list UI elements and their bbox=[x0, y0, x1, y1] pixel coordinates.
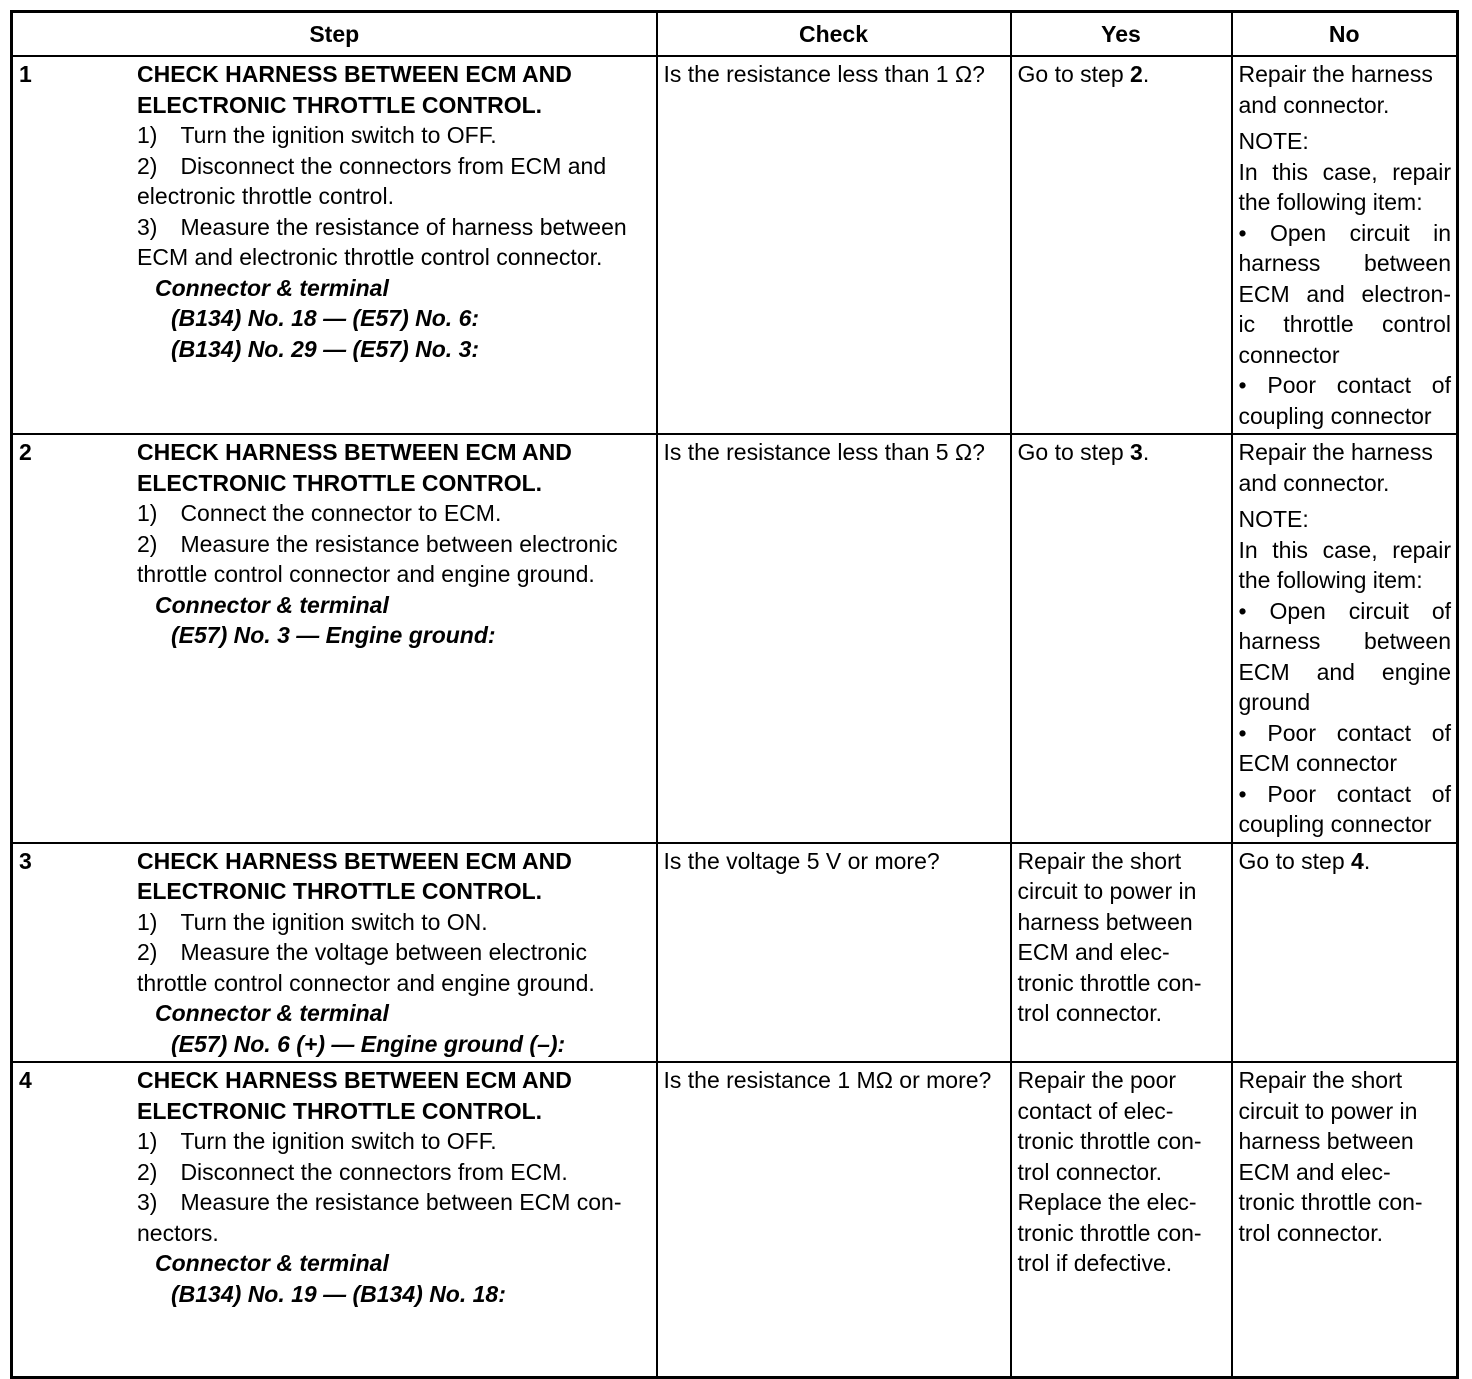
instruction: 3) Measure the resistance between ECM con- nectors. bbox=[137, 1189, 622, 1246]
header-yes: Yes bbox=[1011, 12, 1232, 57]
step-title: CHECK HARNESS BETWEEN ECM AND bbox=[137, 61, 572, 87]
yes-cell: Repair the poor contact of elec- tronic throttle con- trol connector. Replace the elec- tronic throttle con- trol if defective. bbox=[1011, 1062, 1232, 1377]
check-cell: Is the resistance less than 1 Ω? bbox=[657, 56, 1011, 434]
header-check: Check bbox=[657, 12, 1011, 57]
table-row bbox=[12, 1062, 1458, 1377]
step-title: ELECTRONIC THROTTLE CONTROL. bbox=[137, 469, 543, 496]
check-cell: Is the voltage 5 V or more? bbox=[657, 843, 1011, 1063]
instruction: 2) Measure the resistance between electronic throttle control connector and engine ground. bbox=[137, 530, 618, 587]
yes-suffix: . bbox=[1142, 439, 1150, 465]
instruction: 2) Measure the voltage between electronic throttle control connector and engine ground. bbox=[137, 939, 595, 996]
step-number: 4 bbox=[19, 1067, 32, 1093]
connector-value: (B134) No. 29 — (E57) No. 3: bbox=[171, 335, 480, 362]
no-cell bbox=[1232, 56, 1458, 434]
step-title: CHECK HARNESS BETWEEN ECM AND bbox=[137, 1067, 572, 1093]
yes-step-number: 2 bbox=[1130, 61, 1143, 87]
yes-cell bbox=[1011, 56, 1232, 434]
table-row bbox=[12, 56, 1458, 434]
note-item: • Poor contact of ECM connector bbox=[1238, 719, 1451, 776]
note-heading: NOTE: bbox=[1238, 128, 1309, 154]
check-cell: Is the resistance 1 MΩ or more? bbox=[657, 1062, 1011, 1377]
yes-cell: Repair the short circuit to power in harness between ECM and elec- tronic throttle con- trol connector. bbox=[1011, 843, 1232, 1063]
instruction: 3) Measure the resistance of harness between ECM and electronic throttle control connector. bbox=[137, 213, 627, 270]
check-cell: Is the resistance less than 5 Ω? bbox=[657, 434, 1011, 843]
note-heading: NOTE: bbox=[1238, 506, 1309, 532]
note-item: • Poor contact of coupling connector bbox=[1238, 372, 1451, 429]
connector-label: Connector & terminal bbox=[155, 1000, 389, 1026]
step-title: CHECK HARNESS BETWEEN ECM AND bbox=[137, 439, 572, 465]
no-intro: Repair the harness and connector. bbox=[1238, 61, 1433, 118]
yes-step-number: 3 bbox=[1130, 439, 1143, 465]
yes-text: Go to step bbox=[1017, 439, 1131, 465]
connector-label: Connector & terminal bbox=[155, 274, 389, 301]
yes-suffix: . bbox=[1142, 61, 1150, 87]
connector-label: Connector & terminal bbox=[155, 1250, 389, 1276]
step-title: CHECK HARNESS BETWEEN ECM AND bbox=[137, 847, 572, 874]
instruction: 2) Disconnect the connectors from ECM. bbox=[137, 1158, 568, 1185]
note-body: In this case, repair the following item: bbox=[1238, 536, 1451, 593]
yes-cell bbox=[1011, 434, 1232, 843]
no-cell bbox=[1232, 434, 1458, 843]
step-cell bbox=[12, 434, 657, 843]
yes-text: Go to step bbox=[1017, 61, 1131, 87]
no-intro: Repair the harness and connector. bbox=[1238, 439, 1433, 496]
instruction: 1) Turn the ignition switch to OFF. bbox=[137, 1128, 497, 1154]
instruction: 1) Turn the ignition switch to OFF. bbox=[137, 122, 497, 148]
note-item: • Open circuit of harness between ECM and engine ground bbox=[1238, 597, 1451, 715]
note-item: • Poor contact of coupling connector bbox=[1238, 780, 1451, 837]
step-title: ELECTRONIC THROTTLE CONTROL. bbox=[137, 878, 543, 904]
connector-value: (E57) No. 3 — Engine ground: bbox=[171, 622, 496, 648]
table-row bbox=[12, 843, 1458, 1063]
connector-label: Connector & terminal bbox=[155, 591, 389, 618]
instruction: 2) Disconnect the connectors from ECM and electronic throttle control. bbox=[137, 152, 607, 209]
table-row bbox=[12, 434, 1458, 843]
header-row bbox=[12, 12, 1458, 57]
connector-value: (B134) No. 19 — (B134) No. 18: bbox=[171, 1280, 506, 1307]
step-number: 2 bbox=[19, 439, 32, 465]
step-cell bbox=[12, 56, 657, 434]
no-cell bbox=[1232, 843, 1458, 1063]
step-number: 3 bbox=[19, 847, 32, 874]
diagnostic-table bbox=[10, 10, 1459, 1379]
no-step-number: 4 bbox=[1351, 847, 1364, 874]
no-suffix: . bbox=[1363, 847, 1371, 874]
no-text: Go to step bbox=[1238, 847, 1352, 874]
note-body: In this case, repair the following item: bbox=[1238, 158, 1451, 215]
step-cell bbox=[12, 1062, 657, 1377]
step-number: 1 bbox=[19, 61, 32, 87]
step-cell bbox=[12, 843, 657, 1063]
header-step: Step bbox=[12, 12, 657, 57]
instruction: 1) Turn the ignition switch to ON. bbox=[137, 908, 488, 935]
no-cell: Repair the short circuit to power in harness between ECM and elec- tronic throttle con- trol connector. bbox=[1232, 1062, 1458, 1377]
note-item: • Open circuit in harness between ECM and electron- ic throttle control connector bbox=[1238, 219, 1451, 368]
connector-value: (B134) No. 18 — (E57) No. 6: bbox=[171, 305, 480, 331]
instruction: 1) Connect the connector to ECM. bbox=[137, 500, 502, 526]
header-no: No bbox=[1232, 12, 1458, 57]
step-title: ELECTRONIC THROTTLE CONTROL. bbox=[137, 91, 543, 118]
step-title: ELECTRONIC THROTTLE CONTROL. bbox=[137, 1097, 543, 1124]
connector-value: (E57) No. 6 (+) — Engine ground (–): bbox=[171, 1030, 566, 1057]
